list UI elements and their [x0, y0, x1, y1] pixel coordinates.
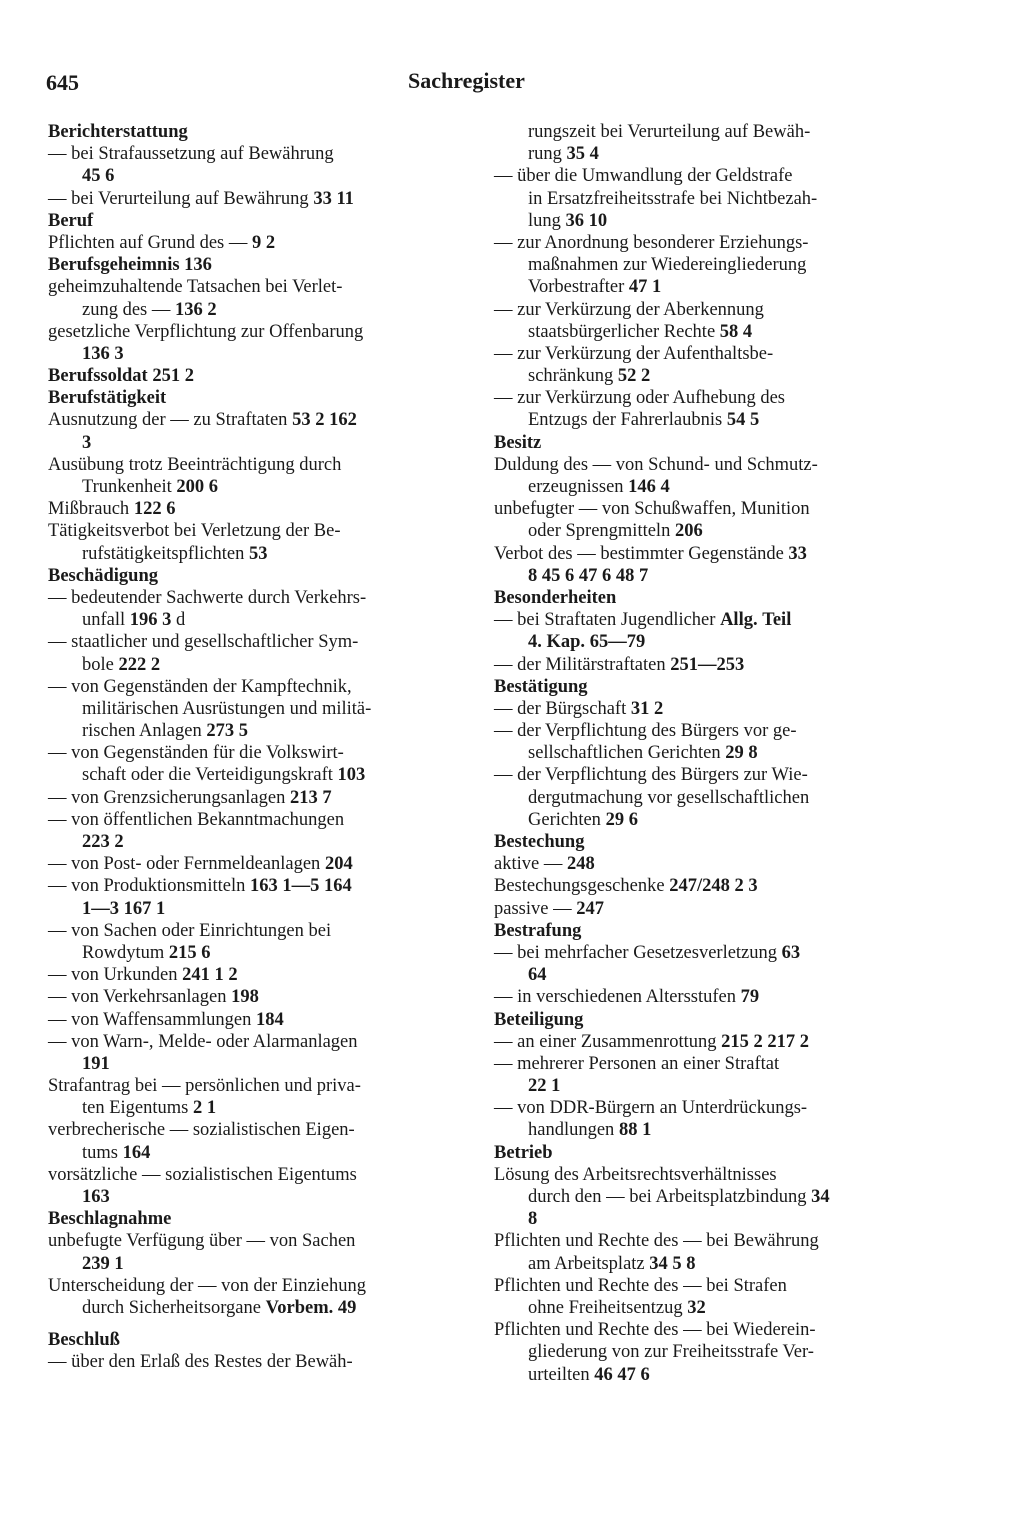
- index-entry: — von Gegenständen der Kampftechnik,: [48, 676, 352, 697]
- index-entry: — bei Verurteilung auf Bewährung 33 11: [48, 188, 354, 209]
- index-continuation: Gerichten 29 6: [528, 809, 638, 830]
- index-continuation: erzeugnissen 146 4: [528, 477, 670, 497]
- index-entry: — bei mehrfacher Gesetzesverletzung 63: [494, 942, 801, 963]
- index-entry: unbefugter — von Schußwaffen, Munition: [494, 499, 810, 520]
- index-continuation: 223 2: [82, 832, 124, 852]
- index-continuation: Entzugs der Fahrerlaubnis 54 5: [528, 410, 760, 431]
- index-continuation: durch den — bei Arbeitsplatzbindung 34: [528, 1187, 830, 1207]
- index-heading: Berufstätigkeit: [48, 388, 167, 409]
- index-entry: Pflichten auf Grund des — 9 2: [48, 232, 276, 253]
- index-entry: — bei Straftaten Jugendlicher Allg. Teil: [494, 610, 792, 631]
- index-entry: unbefugte Verfügung über — von Sachen: [48, 1231, 356, 1252]
- index-entry: Duldung des — von Schund- und Schmutz-: [494, 454, 818, 475]
- index-heading: Besonderheiten: [494, 587, 617, 608]
- index-continuation: unfall 196 3 d: [82, 610, 186, 631]
- index-heading: Beschädigung: [48, 565, 159, 586]
- index-continuation: zung des — 136 2: [82, 299, 217, 320]
- spacer: [48, 1319, 468, 1329]
- index-continuation: tums 164: [82, 1142, 151, 1163]
- index-heading: Berufsgeheimnis 136: [48, 255, 212, 276]
- index-continuation: rungszeit bei Verurteilung auf Bewäh-: [528, 122, 811, 142]
- index-entry: — bedeutender Sachwerte durch Verkehrs-: [48, 587, 367, 608]
- index-continuation: oder Sprengmitteln 206: [528, 521, 703, 542]
- index-continuation: staatsbürgerlicher Rechte 58 4: [528, 321, 753, 342]
- index-continuation: urteilten 46 47 6: [528, 1364, 650, 1385]
- index-entry: — mehrerer Personen an einer Straftat: [494, 1053, 780, 1074]
- index-heading: Bestechung: [494, 832, 585, 852]
- index-heading: Betrieb: [494, 1142, 553, 1163]
- index-entry: Tätigkeitsverbot bei Verletzung der Be-: [48, 521, 341, 542]
- index-heading: Bestätigung: [494, 676, 588, 697]
- index-entry: Verbot des — bestimmter Gegenstände 33: [494, 543, 807, 564]
- index-continuation: Vorbestrafter 47 1: [528, 277, 662, 298]
- index-continuation: 191: [82, 1053, 110, 1074]
- index-entry: — zur Verkürzung der Aberkennung: [494, 299, 764, 320]
- index-entry: verbrecherische — sozialistischen Eigen-: [48, 1120, 355, 1141]
- index-heading: Berichterstattung: [48, 122, 188, 142]
- index-continuation: 239 1: [82, 1253, 124, 1274]
- index-entry: Unterscheidung der — von der Einziehung: [48, 1275, 367, 1296]
- index-continuation: 163: [82, 1187, 110, 1207]
- index-continuation: Rowdytum 215 6: [82, 942, 211, 963]
- index-heading: Beteiligung: [494, 1009, 584, 1030]
- index-entry: — der Militärstraftaten 251—253: [494, 654, 745, 675]
- index-entry: — der Bürgschaft 31 2: [494, 698, 664, 719]
- index-continuation: 1—3 167 1: [82, 898, 166, 919]
- index-entry: — von Warn-, Melde- oder Alarmanlagen: [48, 1031, 358, 1052]
- index-continuation: 8: [528, 1209, 538, 1230]
- index-heading: Berufssoldat 251 2: [48, 366, 194, 387]
- index-entry: Pflichten und Rechte des — bei Bewährung: [494, 1231, 819, 1252]
- index-entry: — bei Strafaussetzung auf Bewährung: [48, 144, 334, 165]
- index-heading: Beruf: [48, 210, 94, 231]
- index-continuation: dergutmachung vor gesellschaftlichen: [528, 787, 810, 808]
- index-continuation: Trunkenheit 200 6: [82, 477, 219, 497]
- index-entry: — zur Verkürzung oder Aufhebung des: [494, 388, 785, 409]
- index-entry: Mißbrauch 122 6: [48, 499, 176, 520]
- index-continuation: maßnahmen zur Wiedereingliederung: [528, 255, 807, 276]
- page-heading: Sachregister: [408, 68, 525, 93]
- index-entry: — von öffentlichen Bekanntmachungen: [48, 809, 345, 830]
- index-heading: Bestrafung: [494, 920, 582, 941]
- index-entry: Strafantrag bei — persönlichen und priva-: [48, 1076, 361, 1097]
- index-entry: — von Produktionsmitteln 163 1—5 164: [48, 876, 352, 897]
- index-entry: gesetzliche Verpflichtung zur Offenbarung: [48, 321, 364, 342]
- index-continuation: rung 35 4: [528, 144, 599, 165]
- index-heading: Beschlagnahme: [48, 1209, 172, 1230]
- index-entry: — zur Verkürzung der Aufenthaltsbe-: [494, 343, 774, 364]
- index-continuation: 4. Kap. 65—79: [528, 632, 646, 653]
- index-entry: Ausnutzung der — zu Straftaten 53 2 162: [48, 410, 357, 431]
- index-continuation: 22 1: [528, 1076, 561, 1097]
- index-entry: — staatlicher und gesellschaftlicher Sym-: [48, 632, 359, 653]
- index-entry: Bestechungsgeschenke 247/248 2 3: [494, 876, 758, 897]
- index-continuation: rufstätigkeitspflichten 53: [82, 543, 268, 564]
- index-heading: Beschluß: [48, 1330, 120, 1351]
- index-entry: — in verschiedenen Altersstufen 79: [494, 987, 760, 1008]
- index-continuation: 3: [82, 432, 92, 453]
- index-continuation: ten Eigentums 2 1: [82, 1098, 217, 1119]
- index-entry: — an einer Zusammenrottung 215 2 217 2: [494, 1031, 809, 1052]
- index-continuation: lung 36 10: [528, 210, 608, 231]
- index-heading: Besitz: [494, 432, 542, 453]
- index-continuation: rischen Anlagen 273 5: [82, 721, 248, 742]
- index-entry: Lösung des Arbeitsrechtsverhältnisses: [494, 1164, 777, 1185]
- index-entry: — der Verpflichtung des Bürgers zur Wie-: [494, 765, 808, 786]
- index-entry: vorsätzliche — sozialistischen Eigentums: [48, 1164, 357, 1185]
- index-continuation: 136 3: [82, 343, 124, 364]
- index-column-right: [494, 121, 918, 1386]
- index-entry: — von Post- oder Fernmeldeanlagen 204: [48, 854, 353, 875]
- index-entry: Pflichten und Rechte des — bei Strafen: [494, 1275, 787, 1296]
- index-continuation: handlungen 88 1: [528, 1120, 652, 1141]
- index-continuation: am Arbeitsplatz 34 5 8: [528, 1253, 696, 1274]
- index-continuation: schaft oder die Verteidigungskraft 103: [82, 765, 366, 786]
- index-continuation: sellschaftlichen Gerichten 29 8: [528, 743, 758, 764]
- index-entry: — von Grenzsicherungsanlagen 213 7: [48, 787, 332, 808]
- index-continuation: 64: [528, 965, 547, 986]
- index-continuation: ohne Freiheitsentzug 32: [528, 1297, 706, 1318]
- index-entry: — von Gegenständen für die Volkswirt-: [48, 743, 344, 764]
- index-entry: — von Waffensammlungen 184: [48, 1009, 284, 1030]
- index-entry: geheimzuhaltende Tatsachen bei Verlet-: [48, 277, 343, 298]
- index-continuation: gliederung von zur Freiheitsstrafe Ver-: [528, 1342, 814, 1363]
- index-continuation: 45 6: [82, 166, 115, 187]
- index-entry: — über den Erlaß des Restes der Bewäh-: [48, 1352, 353, 1373]
- index-entry: passive — 247: [494, 898, 604, 919]
- index-entry: — über die Umwandlung der Geldstrafe: [494, 166, 793, 187]
- index-entry: — zur Anordnung besonderer Erziehungs-: [494, 232, 809, 253]
- index-continuation: militärischen Ausrüstungen und militä-: [82, 698, 372, 719]
- index-entry: — von Verkehrsanlagen 198: [48, 987, 259, 1008]
- index-entry: — von Sachen oder Einrichtungen bei: [48, 920, 332, 941]
- index-entry: Ausübung trotz Beeinträchtigung durch: [48, 454, 342, 475]
- index-entry: Pflichten und Rechte des — bei Wiederein-: [494, 1320, 816, 1341]
- index-continuation: schränkung 52 2: [528, 366, 651, 387]
- index-entry: — der Verpflichtung des Bürgers vor ge-: [494, 721, 797, 742]
- index-column-left: [48, 121, 468, 1374]
- index-continuation: in Ersatzfreiheitsstrafe bei Nichtbezah-: [528, 188, 818, 209]
- index-entry: — von Urkunden 241 1 2: [48, 965, 238, 986]
- index-continuation: bole 222 2: [82, 654, 161, 675]
- index-entry: — von DDR-Bürgern an Unterdrückungs-: [494, 1098, 808, 1119]
- index-entry: aktive — 248: [494, 854, 595, 875]
- page-number: 645: [46, 70, 79, 95]
- index-continuation: durch Sicherheitsorgane Vorbem. 49: [82, 1297, 357, 1318]
- index-continuation: 8 45 6 47 6 48 7: [528, 565, 649, 586]
